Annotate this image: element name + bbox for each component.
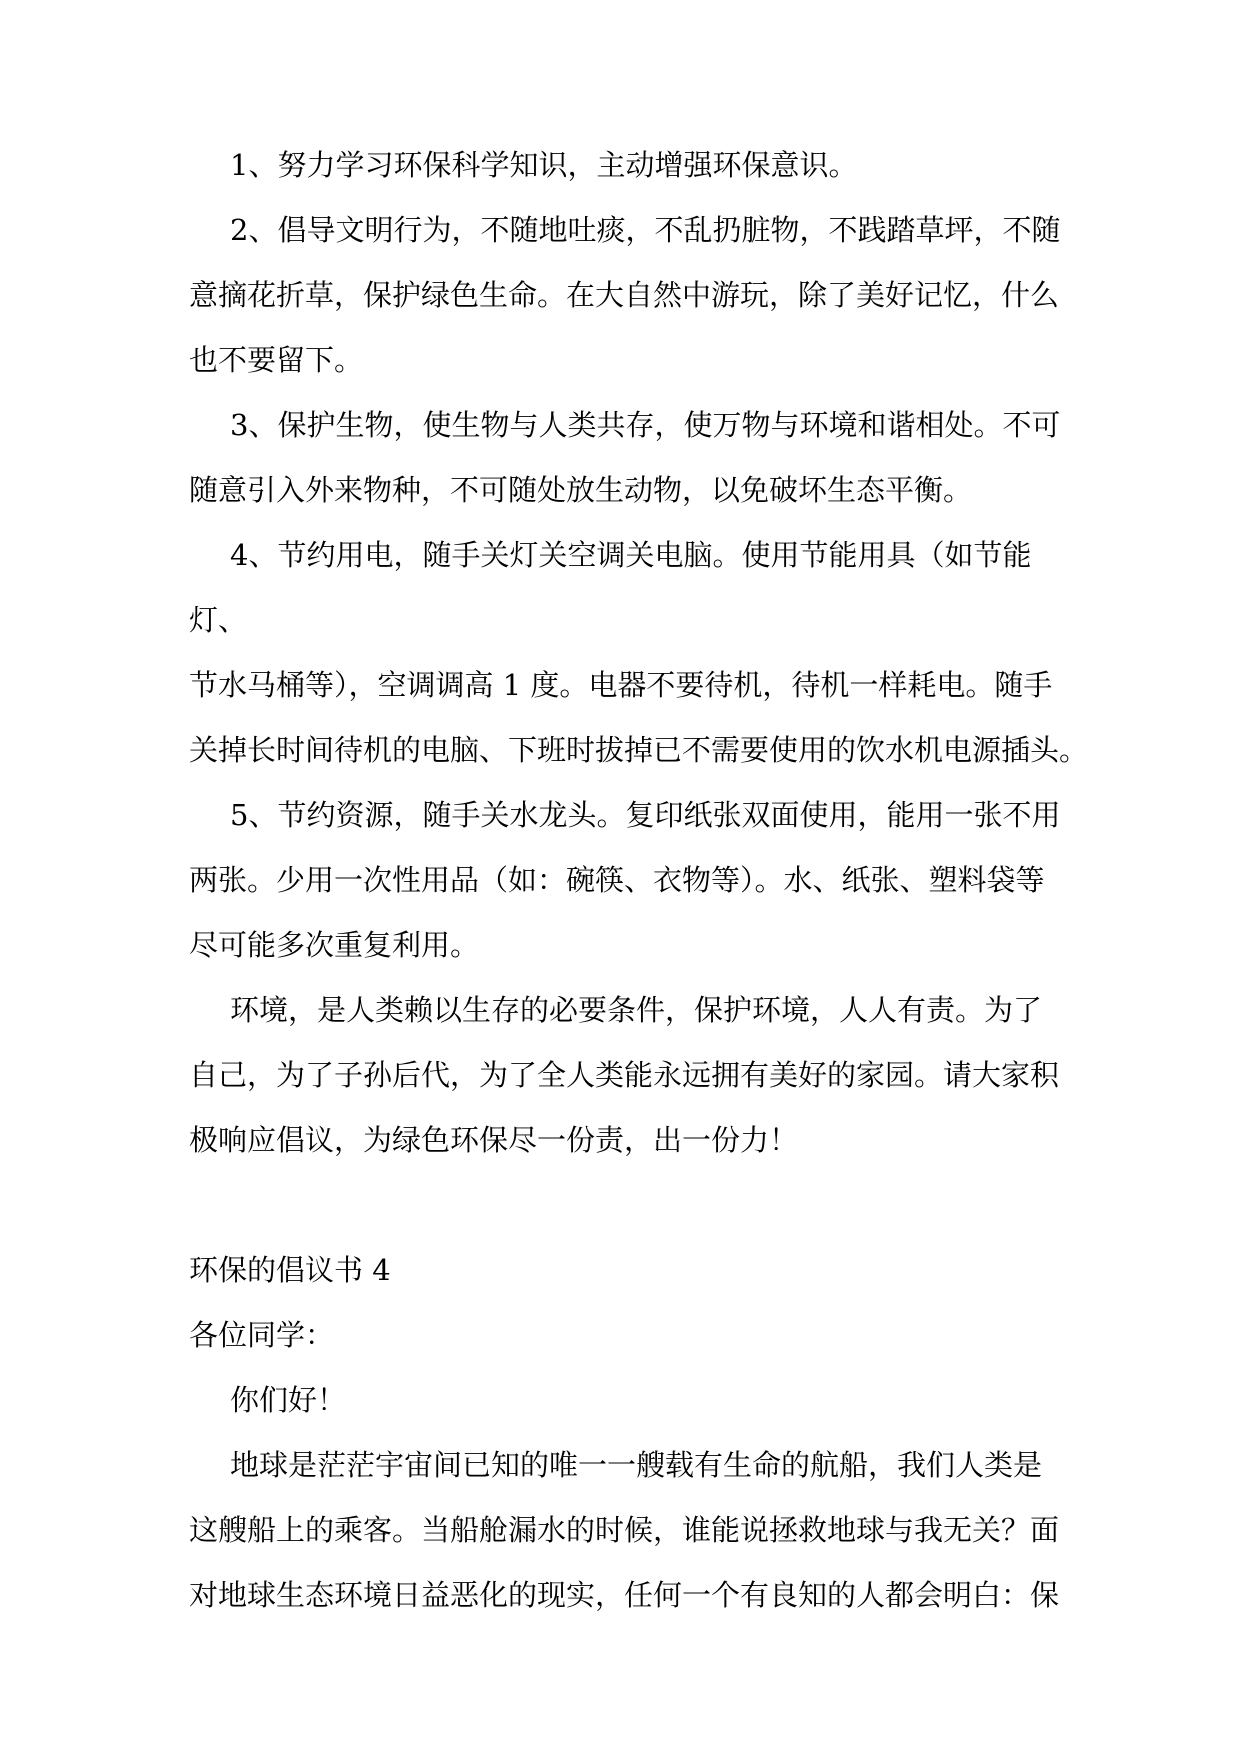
salutation: 各位同学： [189, 1318, 335, 1352]
greeting: 你们好！ [230, 1383, 347, 1417]
paragraph-item-5: 5、节约资源，随手关水龙头。复印纸张双面使用，能用一张不用 两张。少用一次性用品（如：碗筷、衣物等）。水、纸张、塑料袋等 尽可能多次重复利用。 [189, 798, 1061, 962]
paragraph-item-2: 2、倡导文明行为，不随地吐痰，不乱扔脏物，不践踏草坪，不随 意摘花折草，保护绿色生命。在大自然中游玩，除了美好记忆，什么 也不要留下。 [189, 213, 1061, 377]
section-title: 环保的倡议书 4 [189, 1253, 391, 1287]
closing-paragraph: 环境，是人类赖以生存的必要条件，保护环境，人人有责。为了 自己，为了子孙后代，为了全人类能永远拥有美好的家园。请大家积 极响应倡议，为绿色环保尽一份责，出一份力！ [189, 993, 1060, 1157]
document-body [189, 0, 1089, 1628]
paragraph-item-1: 1、努力学习环保科学知识，主动增强环保意识。 [230, 148, 858, 182]
paragraph-item-4: 4、节约用电，随手关灯关空调关电脑。使用节能用具（如节能灯、 节水马桶等），空调调高 1 度。电器不要待机，待机一样耗电。随手 关掉长时间待机的电脑、下班时拔掉已不需要使用的饮水机电源插头。 [189, 538, 1089, 767]
paragraph-item-3: 3、保护生物，使生物与人类共存，使万物与环境和谐相处。不可 随意引入外来物种，不可随处放生动物，以免破坏生态平衡。 [189, 408, 1061, 507]
intro-paragraph: 地球是茫茫宇宙间已知的唯一一艘载有生命的航船，我们人类是 这艘船上的乘客。当船舱漏水的时候，谁能说拯救地球与我无关？面 对地球生态环境日益恶化的现实，任何一个有良知的人都会明白：保 [189, 1448, 1060, 1612]
